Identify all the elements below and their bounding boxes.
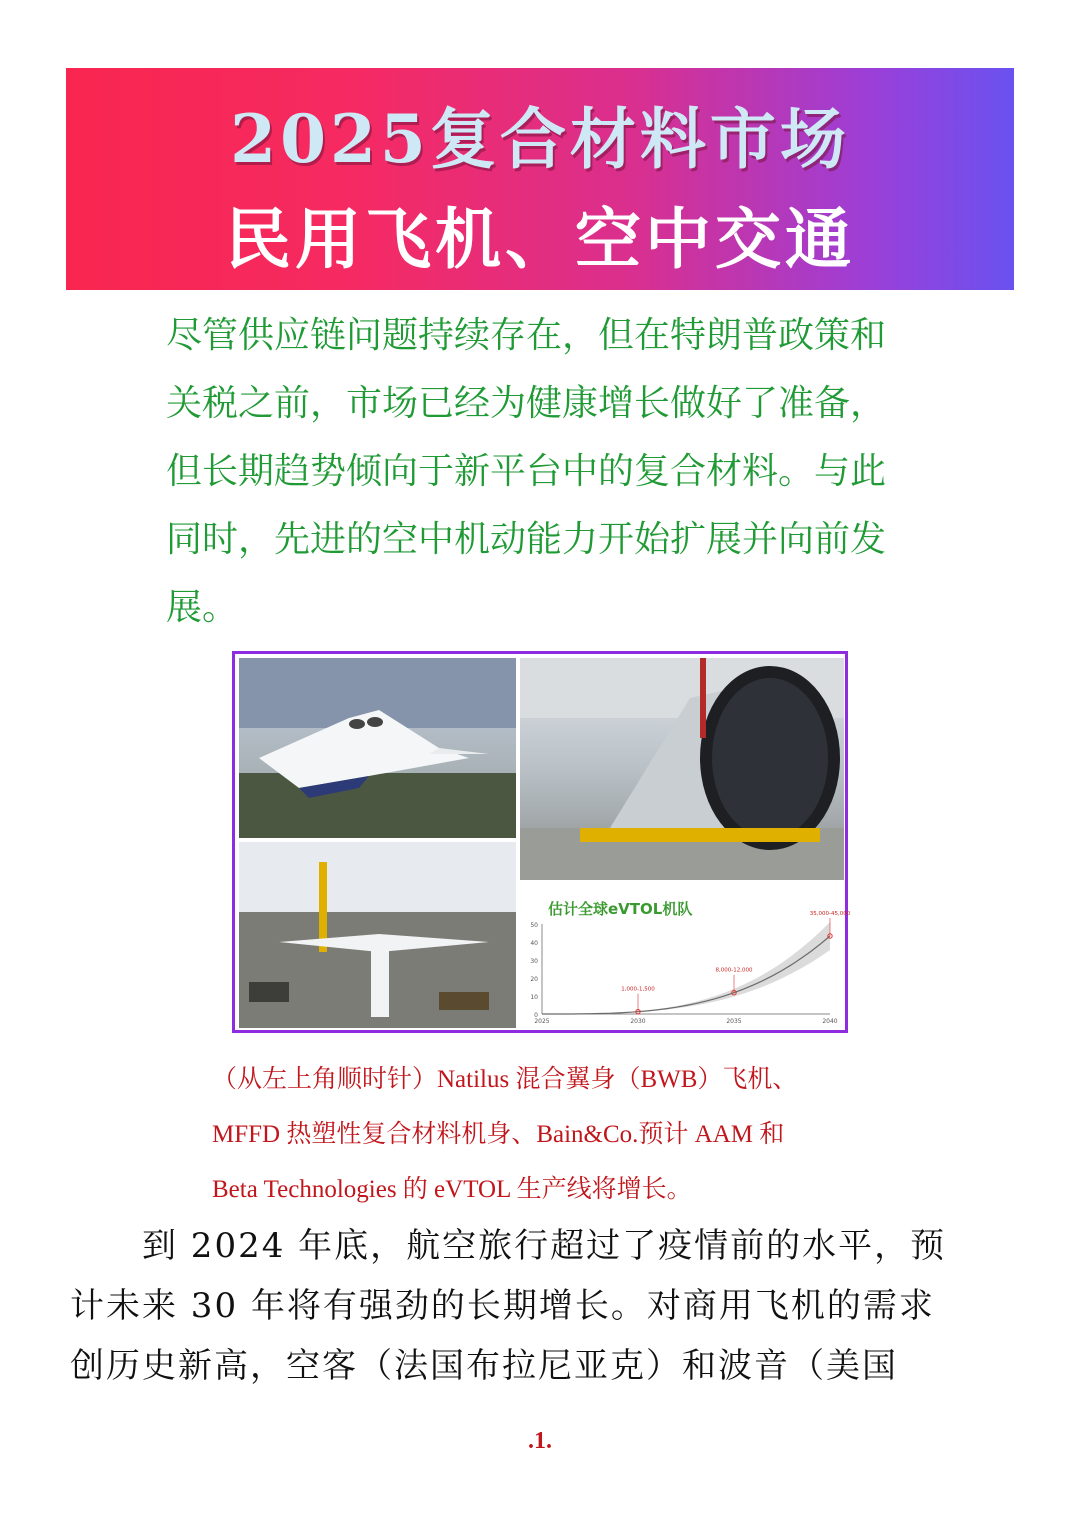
intro-paragraph: 尽管供应链问题持续存在，但在特朗普政策和关税之前，市场已经为健康增长做好了准备，但长期趋势倾向于新平台中的复合材料。与此同时，先进的空中机动能力开始扩展并向前发展。: [166, 315, 887, 628]
y-tick-label: 20: [530, 976, 538, 983]
chart-title: 估计全球eVTOL机队: [548, 900, 693, 918]
x-tick-label: 2025: [534, 1018, 550, 1025]
y-tick-label: 40: [530, 940, 538, 947]
evtol-fleet-chart: [520, 884, 851, 1028]
annotation-label: 1,000-1,500: [621, 986, 655, 993]
y-tick-label: 50: [530, 922, 538, 929]
body-line: 到 2024 年底，航空旅行超过了疫情前的水平，预: [70, 1226, 947, 1266]
body-line: 创历史新高，空客（法国布拉尼亚克）和波音（美国: [70, 1346, 898, 1386]
evtol-factory-photo: [239, 842, 516, 1028]
page-title: 2025复合材料市场: [230, 100, 850, 178]
x-tick-label: 2040: [822, 1018, 838, 1025]
x-tick-label: 2035: [726, 1018, 742, 1025]
y-tick-label: 10: [530, 994, 538, 1001]
title-banner: [66, 68, 1014, 290]
bwb-aircraft-photo: [239, 658, 516, 838]
y-tick-label: 0: [534, 1012, 538, 1019]
annotation-label: 35,000-45,000: [809, 911, 851, 917]
figure-collage: [232, 651, 851, 1033]
annotation-label: 8,000-12,000: [715, 967, 753, 974]
body-paragraph: [70, 1216, 1010, 1396]
y-tick-label: 30: [530, 958, 538, 965]
page-number: .1.: [528, 1428, 552, 1454]
caption-line: （从左上角顺时针）Natilus 混合翼身（BWB）飞机、: [212, 1066, 798, 1093]
mffd-fuselage-photo: [520, 658, 844, 880]
page-subtitle: 民用飞机、空中交通: [225, 201, 855, 278]
x-tick-label: 2030: [630, 1018, 646, 1025]
caption-line: MFFD 热塑性复合材料机身、Bain&Co.预计 AAM 和: [212, 1121, 785, 1148]
caption-line: Beta Technologies 的 eVTOL 生产线将增长。: [212, 1176, 692, 1203]
figure-caption: [212, 1052, 888, 1217]
body-line: 计未来 30 年将有强劲的长期增长。对商用飞机的需求: [70, 1286, 935, 1326]
